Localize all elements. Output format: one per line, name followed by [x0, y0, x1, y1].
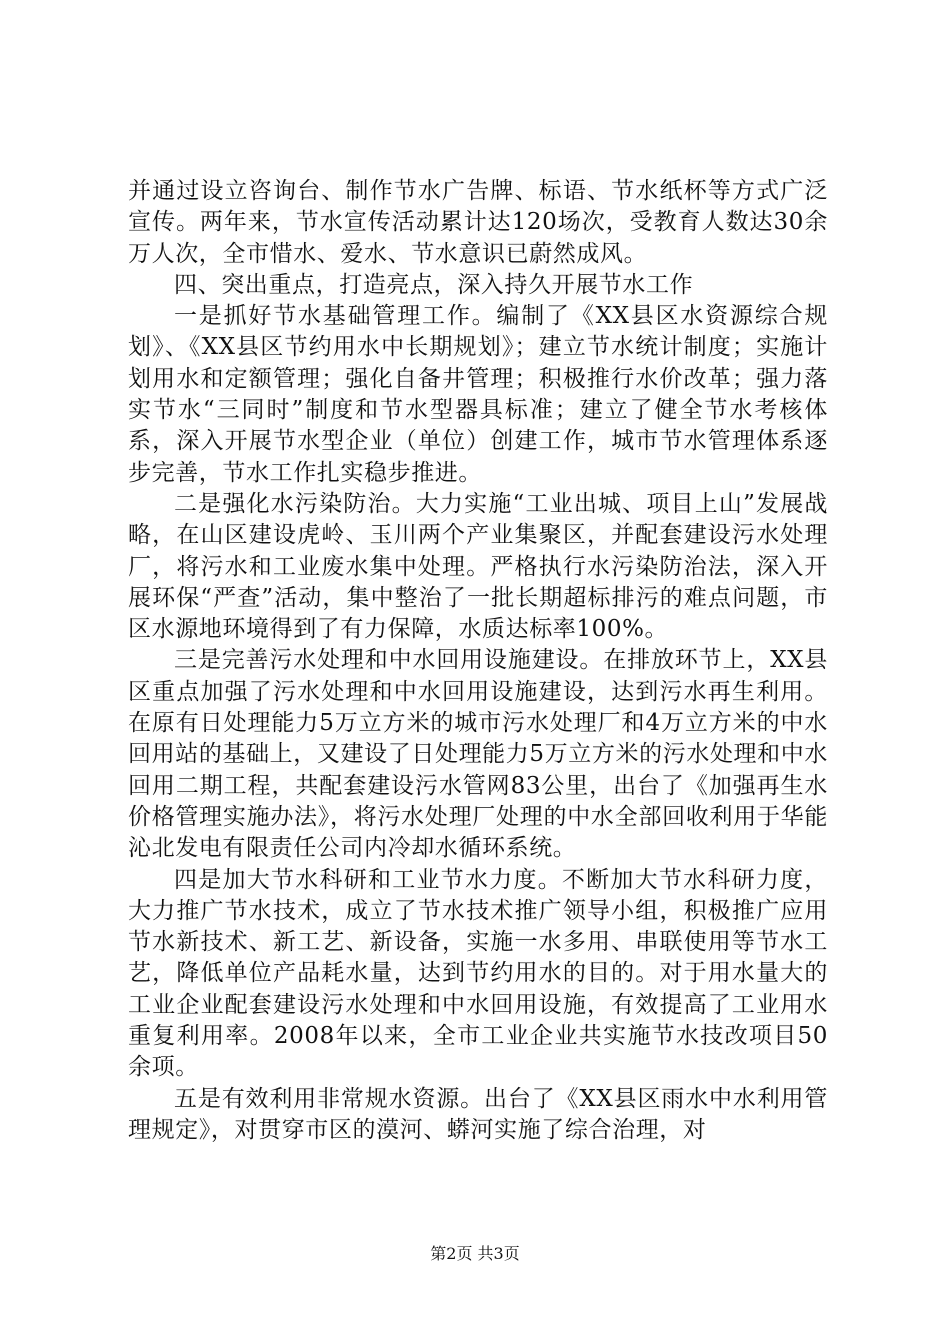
- paragraph-6: 四是加大节水科研和工业节水力度。不断加大节水科研力度，大力推广节水技术，成立了节水技术推广领导小组，积极推广应用节水新技术、新工艺、新设备，实施一水多用、串联使用等节水工艺，降低单位产品耗水量，达到节约用水的目的。对于用水量大的工业企业配套建设污水处理和中水回用设施，有效提高了工业用水重复利用率。2008年以来，全市工业企业共实施节水技改项目50余项。: [128, 866, 828, 1081]
- paragraph-4: 二是强化水污染防治。大力实施“工业出城、项目上山”发展战略，在山区建设虎岭、玉川两个产业集聚区，并配套建设污水处理厂，将污水和工业废水集中处理。严格执行水污染防治法，深入开展环保“严查”活动，集中整治了一批长期超标排污的难点问题，市区水源地环境得到了有力保障，水质达标率100%。: [128, 490, 828, 643]
- page-number-footer: 第2页 共3页: [430, 1244, 520, 1263]
- paragraph-5: 三是完善污水处理和中水回用设施建设。在排放环节上，XX县区重点加强了污水处理和中水回用设施建设，达到污水再生利用。在原有日处理能力5万立方米的城市污水处理厂和4万立方米的中水回用站的基础上，又建设了日处理能力5万立方米的污水处理和中水回用二期工程，共配套建设污水管网83公里，出台了《加强再生水价格管理实施办法》，将污水处理厂处理的中水全部回收利用于华能沁北发电有限责任公司内冷却水循环系统。: [128, 647, 828, 862]
- document-body: [128, 176, 828, 1146]
- section-heading: 四、突出重点，打造亮点，深入持久开展节水工作: [174, 271, 694, 298]
- paragraph-1: 并通过设立咨询台、制作节水广告牌、标语、节水纸杯等方式广泛宣传。两年来，节水宣传活动累计达120场次，受教育人数达30余万人次，全市惜水、爱水、节水意识已蔚然成风。: [128, 178, 828, 267]
- paragraph-3: 一是抓好节水基础管理工作。编制了《XX县区水资源综合规划》、《XX县区节约用水中长期规划》；建立节水统计制度；实施计划用水和定额管理；强化自备井管理；积极推行水价改革；强力落实节水“三同时”制度和节水型器具标准；建立了健全节水考核体系，深入开展节水型企业（单位）创建工作，城市节水管理体系逐步完善，节水工作扎实稳步推进。: [128, 303, 828, 486]
- paragraph-7: 五是有效利用非常规水资源。出台了《XX县区雨水中水利用管理规定》，对贯穿市区的漠河、蟒河实施了综合治理，对: [128, 1085, 828, 1143]
